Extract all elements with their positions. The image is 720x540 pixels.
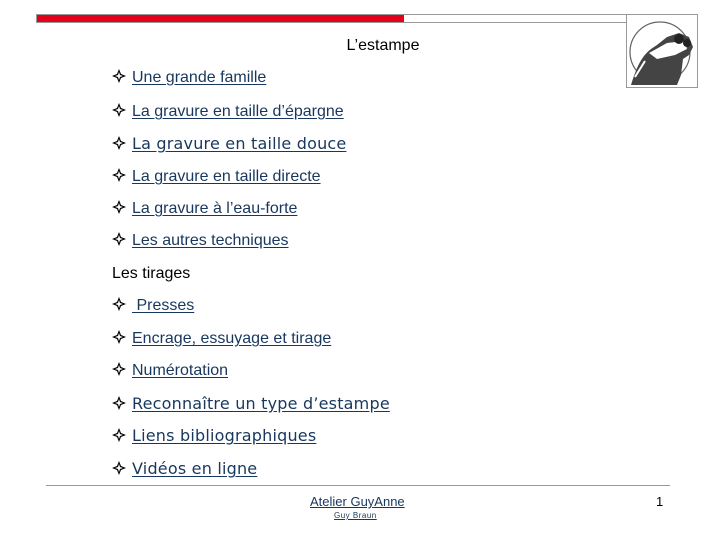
diamond-bullet-icon: [112, 461, 126, 475]
header-accent-fill: [37, 15, 404, 22]
diamond-bullet-icon: [112, 69, 126, 83]
slide-title: L’estampe: [346, 37, 420, 54]
link-encrage-essuyage-tirage[interactable]: Encrage, essuyage et tirage: [132, 330, 332, 347]
diamond-bullet-icon: [112, 297, 126, 311]
diamond-bullet-icon: [112, 232, 126, 246]
footer-author-link[interactable]: Atelier GuyAnne: [310, 494, 405, 509]
footer-subtitle-link[interactable]: Guy Braun: [334, 511, 377, 520]
link-eau-forte[interactable]: La gravure à l’eau-forte: [132, 200, 298, 217]
link-reconnaitre-estampe[interactable]: Reconnaître un type d’estampe: [132, 394, 390, 413]
diamond-bullet-icon: [112, 428, 126, 442]
link-taille-directe[interactable]: La gravure en taille directe: [132, 168, 321, 185]
diamond-bullet-icon: [112, 103, 126, 117]
header-accent-bar: [36, 14, 664, 23]
list-item[interactable]: [112, 134, 346, 155]
diamond-bullet-icon: [112, 200, 126, 214]
list-item[interactable]: [112, 68, 266, 88]
list-item[interactable]: [112, 167, 321, 187]
link-une-grande-famille[interactable]: Une grande famille: [132, 69, 267, 86]
section-heading: Les tirages: [112, 265, 191, 282]
list-item[interactable]: [112, 329, 331, 349]
link-autres-techniques[interactable]: Les autres techniques: [132, 232, 289, 249]
diamond-bullet-icon: [112, 362, 126, 376]
diamond-bullet-icon: [112, 396, 126, 410]
list-item[interactable]: [112, 231, 289, 251]
page-number: 1: [656, 494, 664, 509]
diamond-bullet-icon: [112, 136, 126, 150]
list-item[interactable]: [112, 296, 194, 316]
list-item[interactable]: [112, 394, 390, 415]
list-item[interactable]: [112, 426, 316, 447]
diamond-bullet-icon: [112, 330, 126, 344]
list-item[interactable]: [112, 102, 344, 122]
list-item[interactable]: [112, 361, 228, 381]
list-item[interactable]: [112, 459, 257, 480]
diamond-bullet-icon: [112, 168, 126, 182]
link-presses[interactable]: Presses: [132, 297, 195, 314]
link-taille-douce[interactable]: La gravure en taille douce: [132, 134, 347, 153]
list-item[interactable]: [112, 199, 297, 219]
footer-divider: [46, 485, 670, 486]
link-numerotation[interactable]: Numérotation: [132, 362, 229, 379]
link-liens-bibliographiques[interactable]: Liens bibliographiques: [132, 426, 317, 445]
link-taille-epargne[interactable]: La gravure en taille d’épargne: [132, 103, 344, 120]
link-videos-en-ligne[interactable]: Vidéos en ligne: [132, 459, 258, 478]
